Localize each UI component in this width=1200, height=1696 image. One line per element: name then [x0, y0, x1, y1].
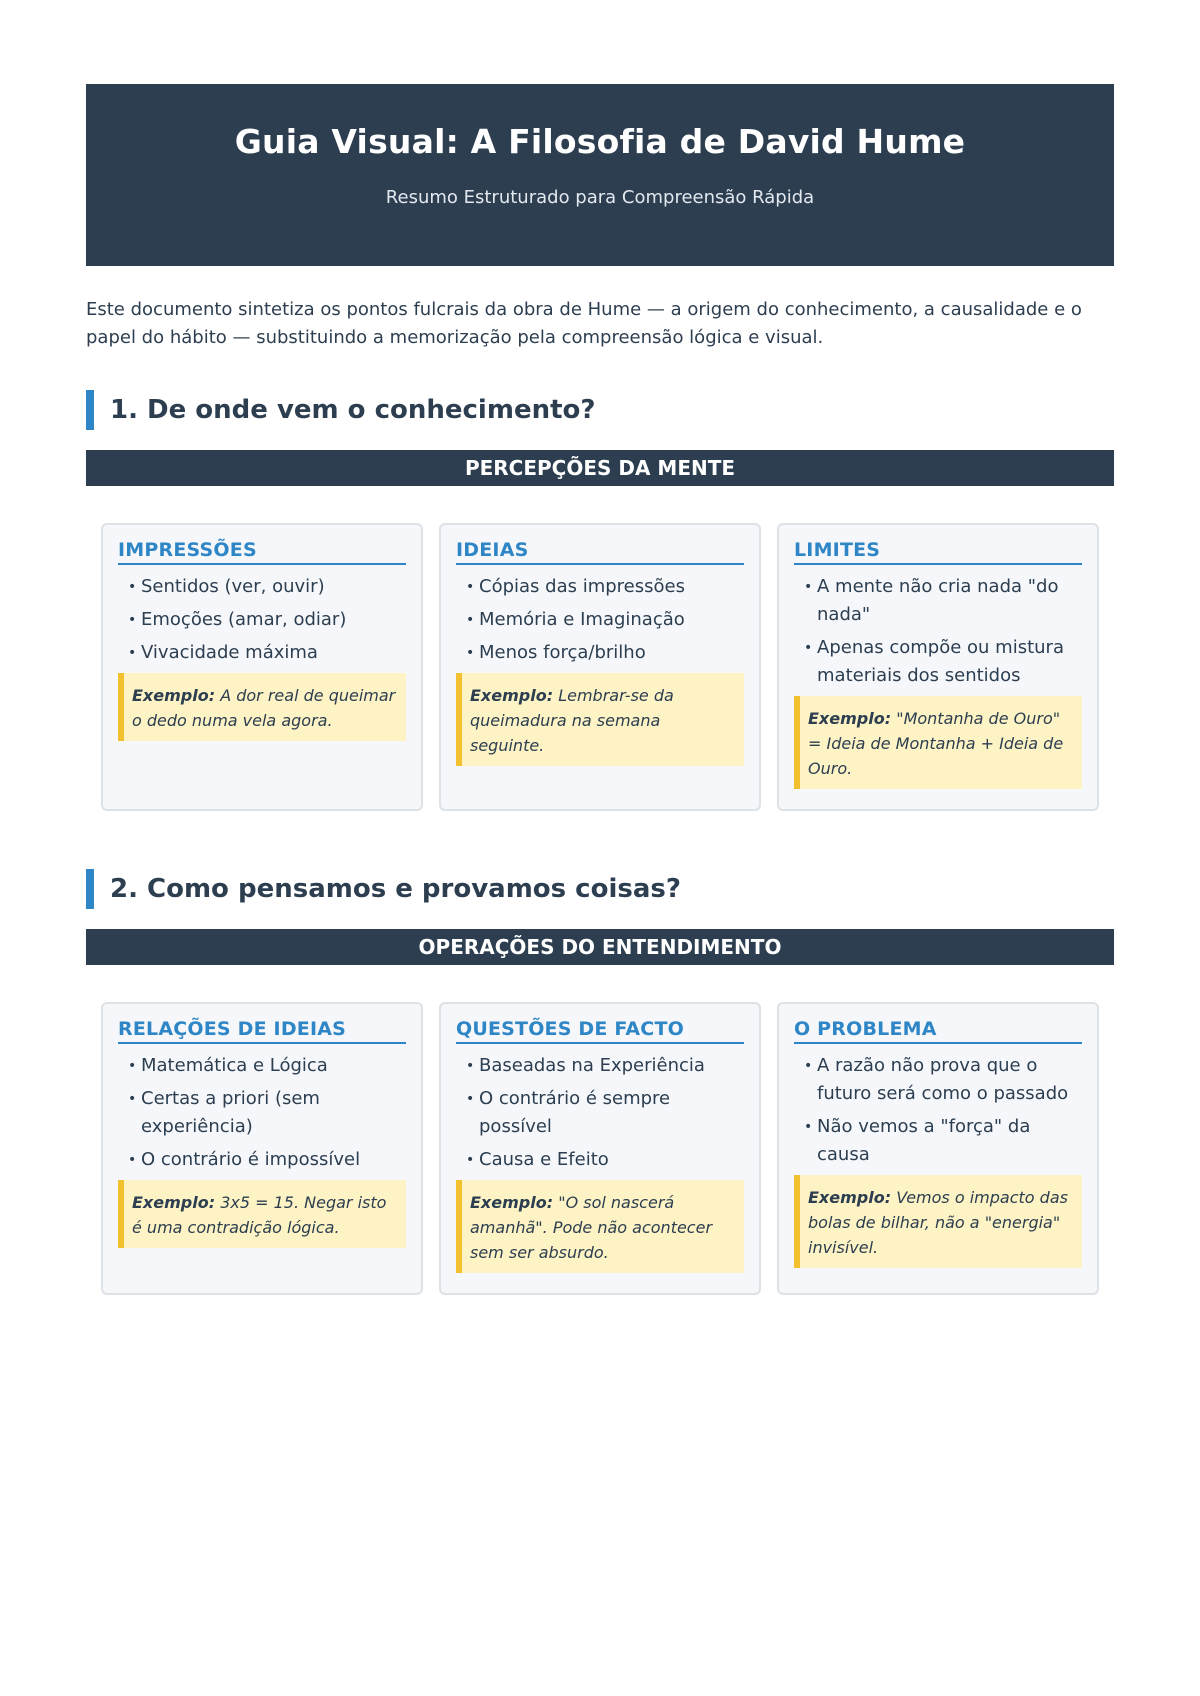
example-box	[456, 673, 744, 766]
example-text: "O sol nascerá amanhã". Pode não acontecer sem ser absurdo.	[470, 1193, 713, 1262]
card-row	[86, 1002, 1114, 1295]
list-item: • Emoções (amar, odiar)	[128, 606, 406, 634]
example-text: Vemos o impacto das bolas de bilhar, não a "energia" invisível.	[808, 1188, 1068, 1257]
card-title: O PROBLEMA	[794, 1018, 1082, 1044]
card-impressoes	[101, 523, 423, 811]
example-label: Exemplo:	[808, 709, 892, 728]
list-item: • Baseadas na Experiência	[466, 1052, 744, 1080]
card-o-problema	[777, 1002, 1099, 1295]
list-item: • Causa e Efeito	[466, 1146, 744, 1174]
section-understanding	[86, 869, 1114, 1295]
section-banner: PERCEPÇÕES DA MENTE	[86, 450, 1114, 486]
heading-accent-bar	[86, 869, 94, 909]
page-subtitle: Resumo Estruturado para Compreensão Rápida	[385, 187, 815, 208]
card-title: LIMITES	[794, 539, 1082, 565]
card-title: RELAÇÕES DE IDEIAS	[118, 1018, 406, 1044]
section-knowledge	[86, 390, 1114, 811]
card-row	[86, 523, 1114, 811]
section-heading	[86, 869, 1114, 909]
card-list	[118, 573, 406, 667]
list-item: • A mente não cria nada "do nada"	[804, 573, 1082, 629]
example-box	[456, 1180, 744, 1273]
example-text: A dor real de queimar o dedo numa vela agora.	[132, 686, 396, 730]
list-item: • Não vemos a "força" da causa	[804, 1113, 1082, 1169]
card-list	[794, 573, 1082, 690]
list-item: • Matemática e Lógica	[128, 1052, 406, 1080]
example-box	[794, 696, 1082, 789]
list-item: • O contrário é sempre possível	[466, 1085, 744, 1141]
section-title: 1. De onde vem o conhecimento?	[110, 395, 596, 425]
example-box	[118, 673, 406, 741]
example-text: "Montanha de Ouro" = Ideia de Montanha + Ideia de Ouro.	[808, 709, 1064, 778]
list-item: • Certas a priori (sem experiência)	[128, 1085, 406, 1141]
example-label: Exemplo:	[132, 1193, 216, 1212]
header-banner	[86, 84, 1114, 266]
example-label: Exemplo:	[470, 686, 554, 705]
list-item: • O contrário é impossível	[128, 1146, 406, 1174]
card-limites	[777, 523, 1099, 811]
example-text: 3x5 = 15. Negar isto é uma contradição lógica.	[132, 1193, 387, 1237]
list-item: • A razão não prova que o futuro será como o passado	[804, 1052, 1082, 1108]
section-heading	[86, 390, 1114, 430]
list-item: • Menos força/brilho	[466, 639, 744, 667]
card-relacoes-de-ideias	[101, 1002, 423, 1295]
list-item: • Memória e Imaginação	[466, 606, 744, 634]
list-item: • Cópias das impressões	[466, 573, 744, 601]
example-label: Exemplo:	[808, 1188, 892, 1207]
example-box	[118, 1180, 406, 1248]
example-label: Exemplo:	[470, 1193, 554, 1212]
section-title: 2. Como pensamos e provamos coisas?	[110, 874, 681, 904]
intro-paragraph: Este documento sintetiza os pontos fulcrais da obra de Hume — a origem do conhecimento, a causalidade e o papel do hábito — substituindo a memorização pela compreensão lógica e visual.	[86, 299, 1082, 348]
list-item: • Apenas compõe ou mistura materiais dos sentidos	[804, 634, 1082, 690]
card-questoes-de-facto	[439, 1002, 761, 1295]
example-box	[794, 1175, 1082, 1268]
card-list	[118, 1052, 406, 1174]
section-banner: OPERAÇÕES DO ENTENDIMENTO	[86, 929, 1114, 965]
card-ideias	[439, 523, 761, 811]
card-title: IMPRESSÕES	[118, 539, 406, 565]
card-list	[794, 1052, 1082, 1169]
list-item: • Vivacidade máxima	[128, 639, 406, 667]
list-item: • Sentidos (ver, ouvir)	[128, 573, 406, 601]
card-list	[456, 1052, 744, 1174]
card-list	[456, 573, 744, 667]
heading-accent-bar	[86, 390, 94, 430]
card-title: IDEIAS	[456, 539, 744, 565]
example-text: Lembrar-se da queimadura na semana seguinte.	[470, 686, 674, 755]
example-label: Exemplo:	[132, 686, 216, 705]
page-title: Guia Visual: A Filosofia de David Hume	[234, 122, 966, 161]
card-title: QUESTÕES DE FACTO	[456, 1018, 744, 1044]
